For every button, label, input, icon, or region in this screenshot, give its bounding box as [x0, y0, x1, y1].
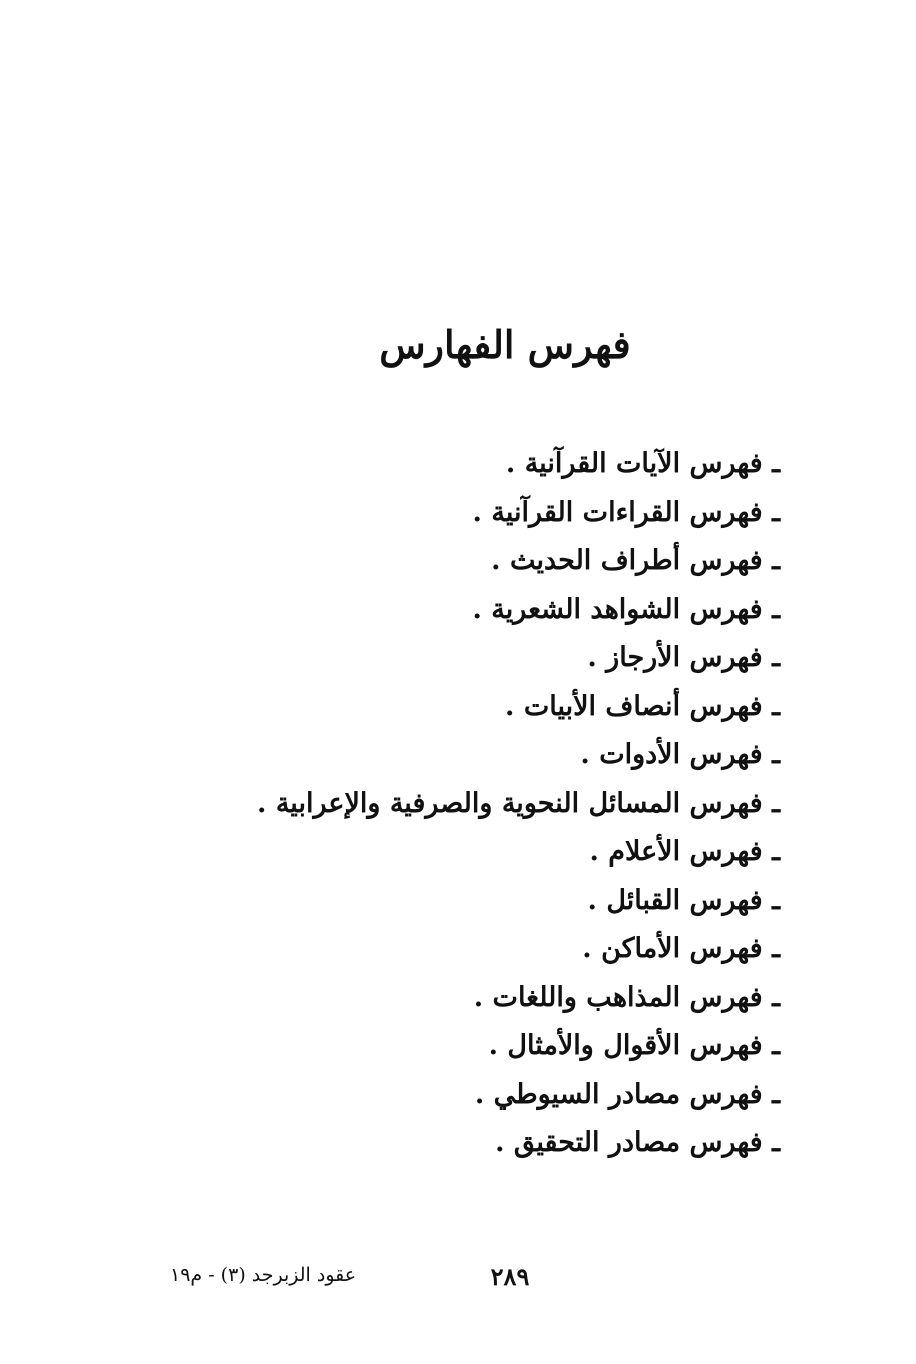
index-list	[257, 440, 780, 1168]
page-title: فهرس الفهارس	[379, 322, 631, 367]
book-reference: عقود الزبرجد (٣) - م١٩	[170, 1264, 357, 1286]
list-item: ـ فهرس مصادر التحقيق .	[495, 1127, 780, 1158]
list-item: ـ فهرس الأعلام .	[589, 836, 780, 867]
list-item: ـ فهرس الأقوال والأمثال .	[488, 1030, 780, 1061]
list-item: ـ فهرس الشواهد الشعرية .	[472, 593, 780, 625]
list-item: ـ فهرس الأماكن .	[582, 933, 780, 964]
list-item: ـ فهرس الأدوات .	[580, 739, 780, 770]
list-item: ـ فهرس المسائل النحوية والصرفية والإعرابية .	[257, 787, 780, 819]
list-item: ـ فهرس مصادر السيوطي .	[474, 1078, 780, 1110]
list-item: ـ فهرس أطراف الحديث .	[491, 545, 780, 576]
list-item: ـ فهرس القبائل .	[587, 884, 780, 916]
list-item: ـ فهرس المذاهب واللغات .	[473, 981, 780, 1013]
list-item: ـ فهرس الآيات القرآنية .	[505, 448, 780, 479]
list-item: ـ فهرس القراءات القرآنية .	[472, 496, 780, 528]
page-number: ٢٨٩	[490, 1262, 530, 1291]
list-item: ـ فهرس أنصاف الأبيات .	[505, 690, 780, 722]
list-item: ـ فهرس الأرجاز .	[587, 642, 780, 673]
